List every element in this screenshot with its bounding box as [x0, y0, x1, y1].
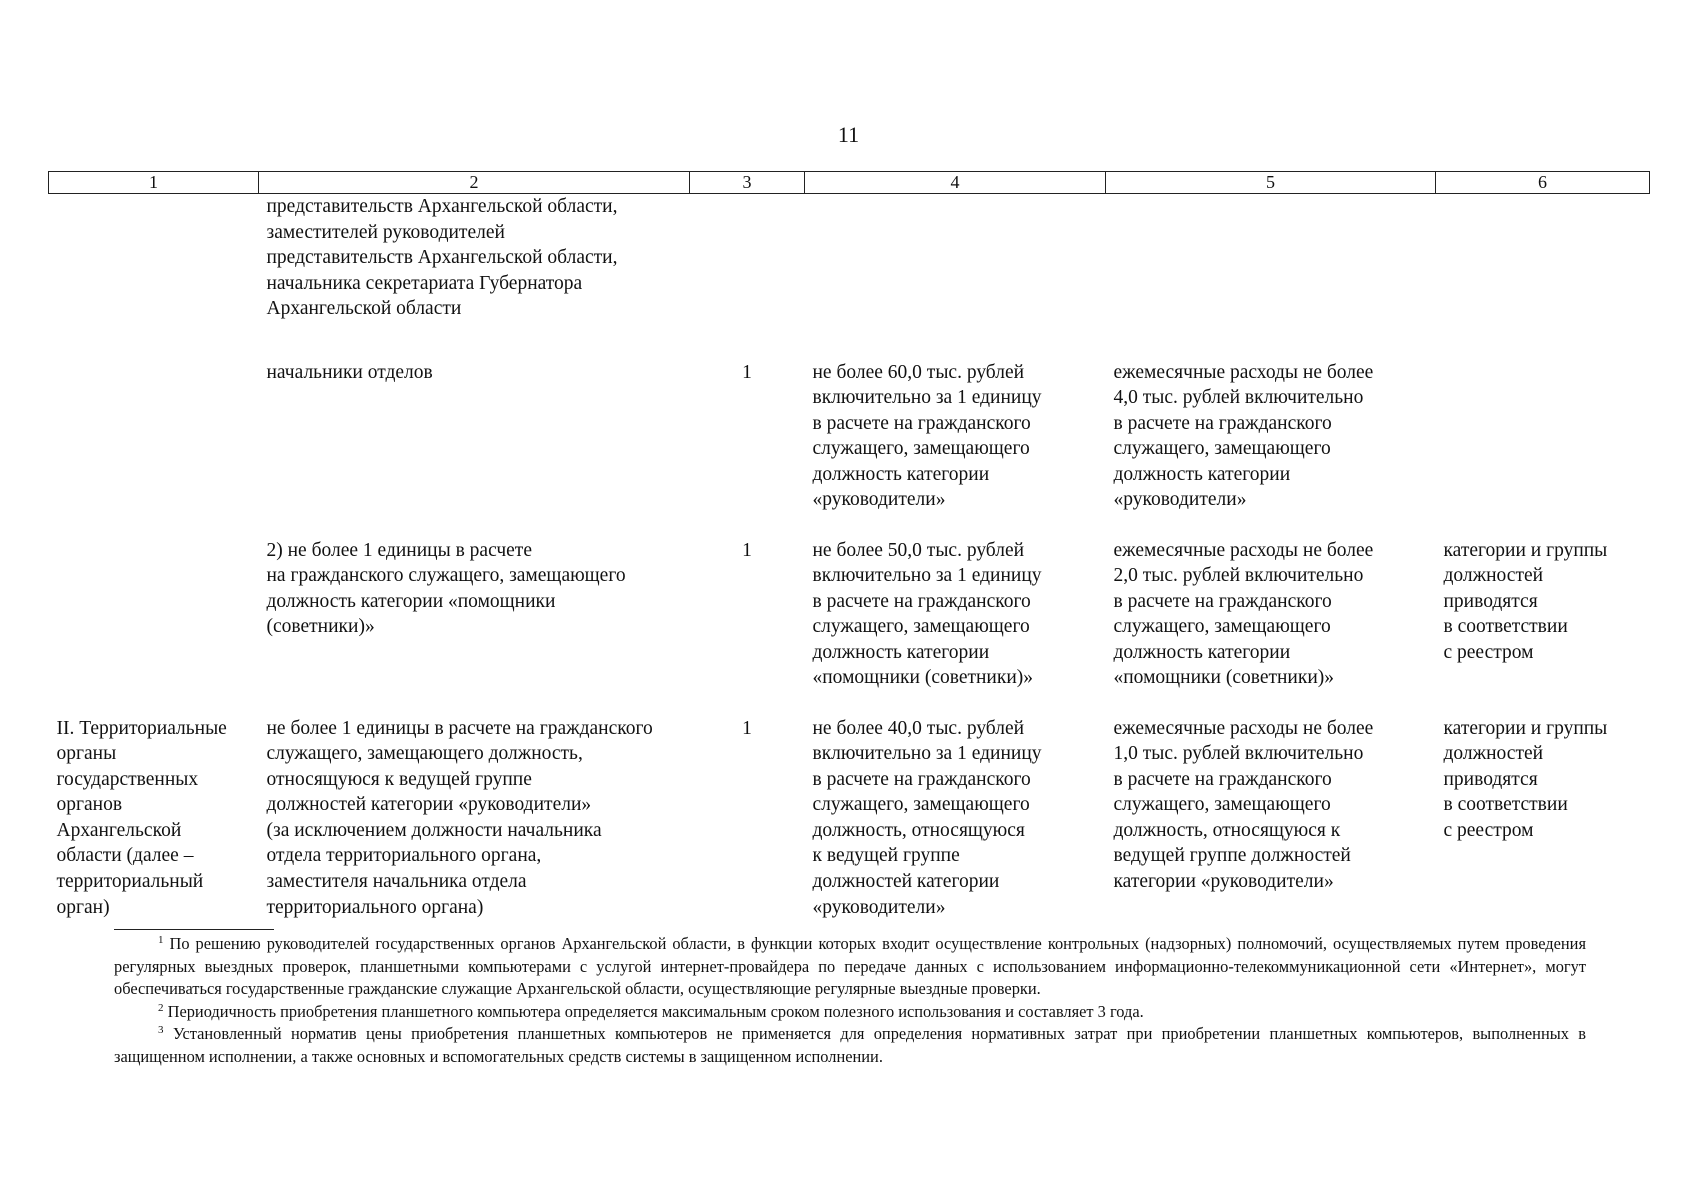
column-header-6: 6	[1436, 172, 1650, 194]
table-cell-monthly-expenses: ежемесячные расходы не более 4,0 тыс. рублей включительно в расчете на гражданского служащего, замещающего должность категории «руководители»	[1113, 361, 1374, 511]
column-header-5: 5	[1106, 172, 1436, 194]
table-cell-note: категории и группы должностей приводятся в соответствии с реестром	[1443, 539, 1608, 663]
column-header-2: 2	[259, 172, 690, 194]
column-number-header-row	[49, 172, 1650, 194]
footnote-mark: 2	[158, 1001, 164, 1014]
footnote-text: По решению руководителей государственных органов Архангельской области, в функции которых входит осуществление контрольных (надзорных) полномочий, осуществляемых путем проведения регулярных выездных проверок, планшетными компьютерами с услугой интернет-провайдера по передаче данных с использованием информационно-телекоммуникационной сети «Интернет», могут обеспечиваться государственные гражданские служащие Архангельской области, осуществляющие регулярные выездные проверки.	[114, 934, 1586, 999]
table-cell-monthly-expenses: ежемесячные расходы не более 2,0 тыс. рублей включительно в расчете на гражданского служащего, замещающего должность категории «помощники (советники)»	[1113, 539, 1374, 689]
footnote-text: Установленный норматив цены приобретения планшетных компьютеров не применяется для определения нормативных затрат при приобретении планшетных компьютеров, выполненных в защищенном исполнении, а также основных и вспомогательных средств системы в защищенном исполнении.	[114, 1024, 1586, 1066]
table-cell-price-norm: не более 40,0 тыс. рублей включительно за 1 единицу в расчете на гражданского служащего, замещающего должность, относящуюся к ведущей группе должностей категории «руководители»	[812, 717, 1042, 918]
footnote-text: Периодичность приобретения планшетного компьютера определяется максимальным сроком полезного использования и составляет 3 года.	[167, 1001, 1144, 1021]
table-row	[49, 194, 1650, 360]
footnote	[114, 1001, 1586, 1024]
table-cell-note	[1436, 194, 1650, 360]
table-cell-quantity: 1	[742, 539, 752, 561]
table-cell-price-norm: не более 60,0 тыс. рублей включительно за 1 единицу в расчете на гражданского служащего, замещающего должность категории «руководители»	[812, 361, 1042, 511]
footnote-separator	[114, 929, 274, 930]
table-cell-price-norm	[805, 194, 1106, 360]
column-header-1: 1	[49, 172, 259, 194]
table-cell-organ: II. Территориальные органы государственных органов Архангельской области (далее – территориальный орган)	[56, 717, 227, 918]
table-cell-note: категории и группы должностей приводятся в соответствии с реестром	[1443, 717, 1608, 841]
table-cell-quantity: 1	[742, 361, 752, 383]
table-cell-quantity	[690, 194, 805, 360]
table-cell-monthly-expenses: ежемесячные расходы не более 1,0 тыс. рублей включительно в расчете на гражданского служащего, замещающего должность, относящуюся к ведущей группе должностей категории «руководители»	[1113, 717, 1374, 893]
table-cell-position: 2) не более 1 единицы в расчете на гражданского служащего, замещающего должность категории «помощники (советники)»	[266, 539, 626, 638]
table-cell-organ	[49, 538, 259, 716]
footnote	[114, 1023, 1586, 1068]
footnote-mark: 1	[158, 934, 164, 946]
table-row	[49, 538, 1650, 716]
table-row	[49, 360, 1650, 538]
page-number: 11	[837, 122, 860, 147]
column-header-3: 3	[690, 172, 805, 194]
footnotes	[114, 929, 1586, 1069]
table-cell-position: не более 1 единицы в расчете на гражданского служащего, замещающего должность, относящуюся к ведущей группе должностей категории «руководители» (за исключением должности начальника отдела территориального органа, заместителя начальника отдела территориального органа)	[266, 717, 653, 918]
norms-table	[48, 171, 1650, 920]
table-row	[49, 716, 1650, 921]
table-cell-monthly-expenses	[1106, 194, 1436, 360]
table-cell-quantity: 1	[742, 717, 752, 739]
table-cell-position: начальники отделов	[266, 361, 433, 383]
table-cell-note	[1436, 360, 1650, 538]
table-cell-position: представительств Архангельской области, заместителей руководителей представительств Архангельской области, начальника секретариата Губернатора Архангельской области	[266, 196, 618, 320]
column-header-4: 4	[805, 172, 1106, 194]
footnote	[114, 933, 1586, 1001]
footnote-mark: 3	[158, 1024, 164, 1037]
table-cell-organ	[49, 360, 259, 538]
table-cell-organ	[49, 194, 259, 360]
table-cell-price-norm: не более 50,0 тыс. рублей включительно за 1 единицу в расчете на гражданского служащего, замещающего должность категории «помощники (советники)»	[812, 539, 1042, 689]
